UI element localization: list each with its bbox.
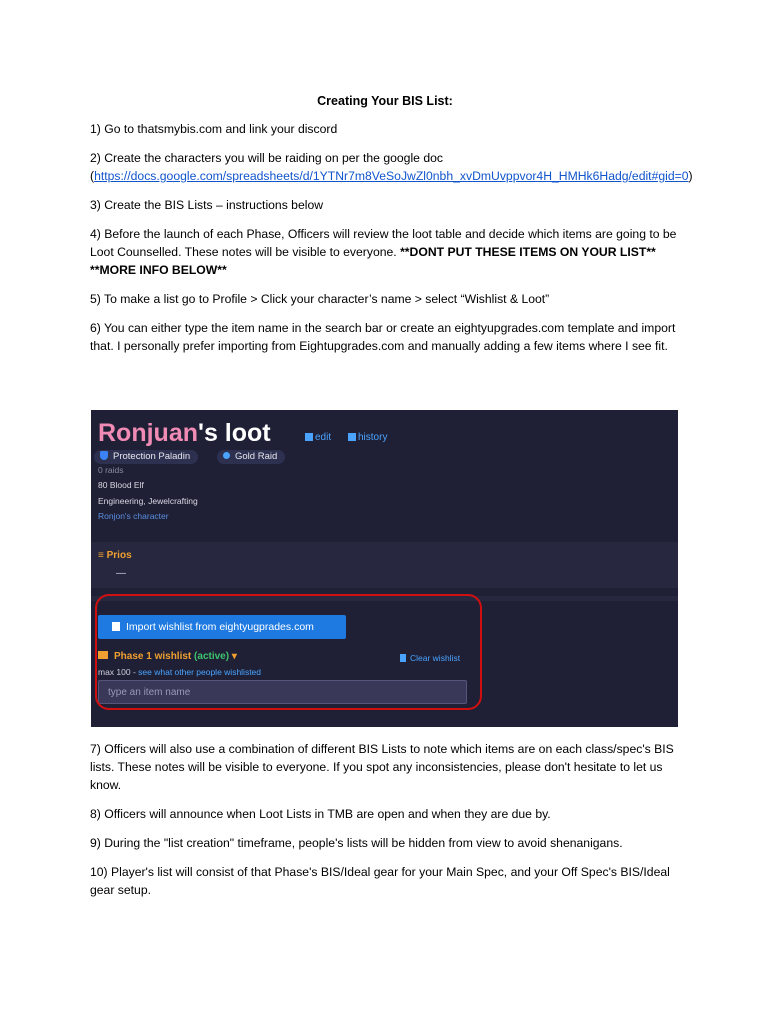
spec-label: Protection Paladin bbox=[113, 451, 191, 462]
character-professions: Engineering, Jewelcrafting bbox=[98, 496, 198, 506]
guild-rank-badge bbox=[217, 450, 285, 464]
step-8: 8) Officers will announce when Loot Lists in TMB are open and when they are due by. bbox=[90, 807, 551, 821]
prios-section bbox=[91, 542, 678, 588]
step-1: 1) Go to thatsmybis.com and link your discord bbox=[90, 122, 338, 136]
see-others-link[interactable]: see what other people wishlisted bbox=[138, 667, 262, 677]
step-4 bbox=[90, 225, 680, 279]
embedded-screenshot bbox=[91, 410, 678, 727]
edit-link[interactable] bbox=[305, 432, 331, 443]
step-10: 10) Player's list will consist of that Phase's BIS/Ideal gear for your Main Spec, and your Off Spec's BIS/Ideal gear setup. bbox=[90, 865, 670, 897]
step-4-warning: **DONT PUT THESE ITEMS ON YOUR LIST** **MORE INFO BELOW** bbox=[90, 245, 656, 277]
chevron-down-icon: ▾ bbox=[231, 651, 237, 662]
max-text: max 100 - bbox=[98, 667, 139, 677]
step-2-text: 2) Create the characters you will be raiding on per the google doc ( bbox=[90, 151, 443, 183]
character-owner-link[interactable]: Ronjon's character bbox=[98, 511, 169, 521]
google-doc-link[interactable]: https://docs.google.com/spreadsheets/d/1YTNr7m8VeSoJwZl0nbh_xvDmUvppvor4H_HMHk6Hadg/edit#gid=0 bbox=[94, 169, 689, 183]
history-label: history bbox=[358, 432, 388, 443]
clear-wishlist-label: Clear wishlist bbox=[410, 653, 461, 663]
import-button-label: Import wishlist from eightyugprades.com bbox=[126, 621, 314, 633]
document-body-continued bbox=[90, 740, 680, 910]
loot-title-suffix: 's loot bbox=[198, 419, 271, 447]
pencil-icon bbox=[305, 433, 313, 441]
guild-rank-label: Gold Raid bbox=[235, 451, 278, 462]
annotation-highlight bbox=[95, 594, 482, 710]
step-4-text: 4) Before the launch of each Phase, Officers will review the loot table and decide which items are going to be Loot Counselled. These notes will be visible to everyone. bbox=[90, 227, 677, 259]
spec-badge bbox=[94, 450, 198, 464]
step-6: 6) You can either type the item name in the search bar or create an eightyupgrades.com template and import that. I personally prefer importing from Eightupgrades.com and manually adding a few items where I see fit. bbox=[90, 321, 676, 353]
edit-label: edit bbox=[315, 432, 332, 443]
loot-page-title bbox=[98, 416, 271, 450]
step-7: 7) Officers will also use a combination of different BIS Lists to note which items are on each class/spec's BIS lists. These notes will be visible to everyone. If you spot any inconsistencies, please don't hesitate to let us know. bbox=[90, 742, 674, 792]
history-link[interactable] bbox=[348, 432, 387, 443]
step-2 bbox=[90, 149, 693, 185]
shield-icon bbox=[100, 451, 108, 460]
character-race: 80 Blood Elf bbox=[98, 480, 144, 490]
document-title: Creating Your BIS List: bbox=[317, 94, 453, 108]
prios-heading bbox=[98, 550, 132, 561]
phase-label: Phase 1 wishlist bbox=[114, 651, 192, 662]
dot-icon bbox=[223, 452, 230, 459]
step-2-end: ) bbox=[688, 169, 693, 183]
sort-icon: ≡ bbox=[98, 550, 107, 561]
character-name: Ronjuan bbox=[98, 419, 198, 447]
prios-label: Prios bbox=[106, 550, 132, 561]
clipboard-icon bbox=[348, 433, 356, 441]
phase-active-tag: (active) bbox=[194, 651, 230, 662]
step-5: 5) To make a list go to Profile > Click your character’s name > select “Wishlist & Loot” bbox=[90, 292, 550, 306]
document-body bbox=[90, 92, 693, 366]
raid-count: 0 raids bbox=[98, 465, 124, 475]
step-3: 3) Create the BIS Lists – instructions below bbox=[90, 198, 324, 212]
prios-value: — bbox=[116, 568, 126, 579]
step-9: 9) During the "list creation" timeframe, people's lists will be hidden from view to avoid shenanigans. bbox=[90, 836, 623, 850]
